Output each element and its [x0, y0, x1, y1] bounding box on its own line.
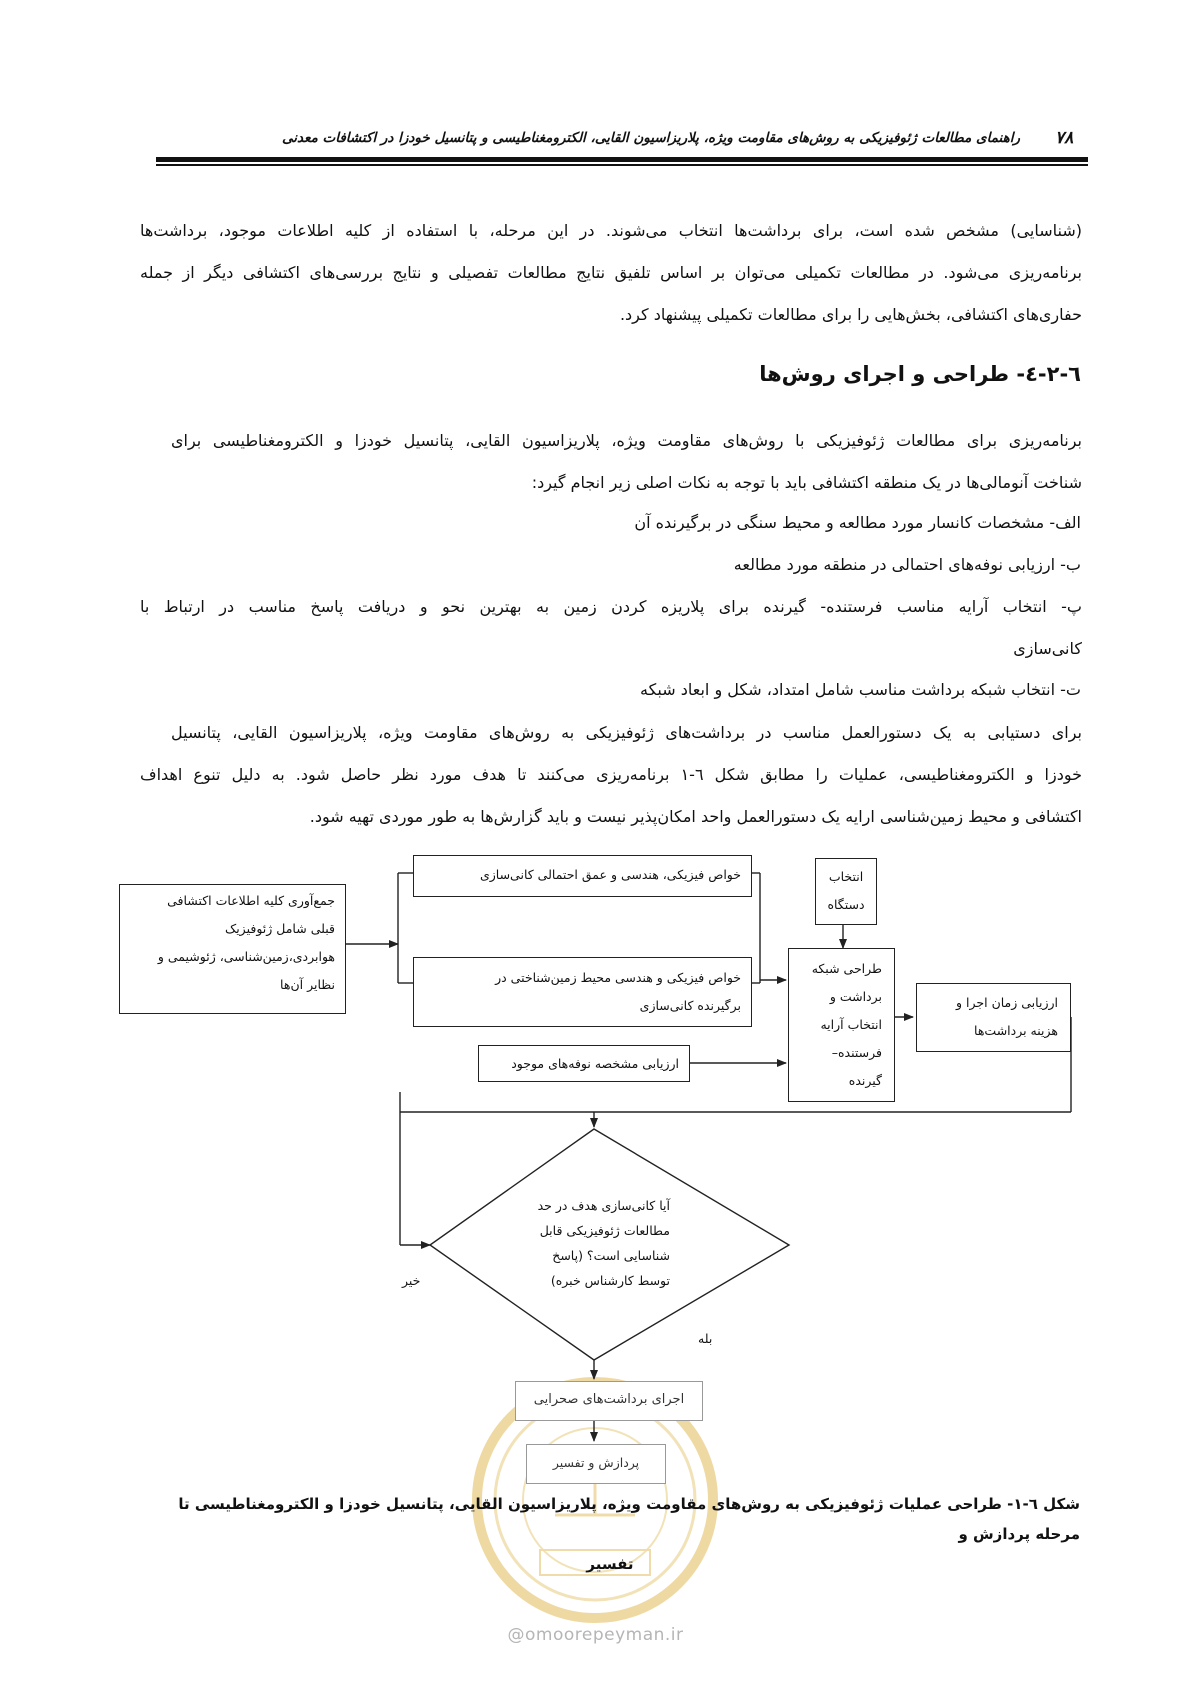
item-pe-line-2: کانی‌سازی [1013, 639, 1082, 658]
item-alef: الف- مشخصات کانسار مورد مطالعه و محیط سنگی در برگیرنده آن [634, 513, 1081, 532]
props-mineral-text: خواص فیزیکی، هندسی و عمق احتمالی کانی‌سازی [479, 867, 741, 882]
field-text: اجرای برداشت‌های صحرایی [533, 1392, 685, 1407]
cost-line-2: هزینه برداشت‌ها [974, 1023, 1058, 1038]
design-line-5: گیرنده [848, 1073, 882, 1088]
item-te: ت- انتخاب شبکه برداشت مناسب شامل امتداد، شکل و ابعاد شبکه [640, 680, 1081, 699]
process-text: پردازش و تفسیر [552, 1455, 640, 1470]
box-host-environment-properties [413, 957, 752, 1027]
figure-caption [140, 1489, 1080, 1579]
box-time-cost-assessment [916, 983, 1071, 1052]
cost-line-1: ارزیابی زمان اجرا و [956, 995, 1058, 1010]
decision-line-1: آیا کانی‌سازی هدف در حد [537, 1198, 670, 1213]
no-label: خیر [402, 1273, 421, 1288]
section-heading: ٦-٢-٤- طراحی و اجرای روش‌ها [759, 362, 1081, 386]
para2-line-3: اکتشافی و محیط زمین‌شناسی ارایه یک دستورالعمل واحد امکان‌پذیر نیست و باید گزارش‌ها به طور موردی تهیه شود. [309, 807, 1082, 826]
box-survey-design [788, 948, 895, 1102]
decision-line-2: مطالعات ژئوفیزیکی قابل [539, 1223, 670, 1238]
box-mineralization-properties [413, 855, 752, 897]
para2-line-2: خودزا و الکترومغناطیسی، عملیات را مطابق شکل ٦-١ برنامه‌ریزی می‌کنند تا هدف مورد نظر حاصل شود. به دلیل تنوع اهداف [140, 765, 1083, 784]
decision-line-3: شناسایی است؟ (پاسخ [552, 1248, 670, 1263]
caption-line-1 [140, 1489, 1080, 1549]
caption-text-1: طراحی عملیات ژئوفیزیکی به روش‌های مقاومت ویژه، پلاریزاسیون القایی، پتانسیل خودزا و الکترومغناطیسی تا مرحله پردازش و [178, 1495, 1080, 1543]
box-collect-information [119, 884, 346, 1014]
noise-text: ارزیابی مشخصه نوفه‌های موجود [511, 1056, 679, 1071]
decision-text [510, 1193, 670, 1293]
design-line-4: فرستنده– [831, 1045, 882, 1060]
props-host-line-2: برگیرنده کانی‌سازی [639, 998, 741, 1013]
para1-line-1-text: برنامه‌ریزی برای مطالعات ژئوفیزیکی با روش‌های مقاومت ویژه، پلاریزاسیون القایی، پتانسیل خودزا و الکترومغناطیسی برای [171, 431, 1082, 450]
item-be: ب- ارزیابی نوفه‌های احتمالی در منطقه مورد مطالعه [733, 555, 1081, 574]
item-pe-line-1: پ- انتخاب آرایه مناسب فرستنده- گیرنده برای پلاریزه کردن زمین به بهترین نحو و دریافت پاسخ مناسب در ارتباط با [140, 597, 1082, 616]
device-line-1: انتخاب [828, 869, 864, 884]
design-line-2: برداشت و [829, 989, 882, 1004]
para1-line-2: شناخت آنومالی‌ها در یک منطقه اکتشافی باید با توجه به نکات اصلی زیر انجام گیرد: [531, 473, 1082, 492]
running-header-title: راهنمای مطالعات ژئوفیزیکی به روش‌های مقاومت ویژه، پلاریزاسیون القایی، الکترومغناطیسی و پتانسیل خودزا در اکتشافات معدنی [281, 130, 1020, 146]
intro-line-3: حفاری‌های اکتشافی، بخش‌هایی را برای مطالعات تکمیلی پیشنهاد کرد. [619, 305, 1082, 324]
caption-line-2: تفسیر [586, 1555, 634, 1573]
collect-line-2: قبلی شامل ژئوفیزیک [225, 921, 335, 936]
intro-line-2: برنامه‌ریزی می‌شود. در مطالعات تکمیلی می‌توان بر اساس تلفیق نتایج مطالعات تفصیلی و نتایج بررسی‌های اکتشافی دیگر از جمله [140, 263, 1082, 282]
design-line-1: طراحی شبکه [811, 961, 882, 976]
decision-line-4: توسط کارشناس خبره) [550, 1273, 670, 1288]
intro-line-1: (شناسایی) مشخص شده است، برای برداشت‌ها انتخاب می‌شوند. در این مرحله، با استفاده از کلیه اطلاعات موجود، برداشت‌ها [140, 221, 1082, 240]
box-device-selection [815, 858, 877, 925]
collect-line-3: هوابردی،زمین‌شناسی، ژئوشیمی و [157, 949, 335, 964]
box-processing-interpretation [526, 1444, 666, 1484]
collect-line-4: نظایر آن‌ها [280, 977, 335, 992]
page-number: ۷۸ [1055, 128, 1074, 148]
collect-line-1: جمع‌آوری کلیه اطلاعات اکتشافی [167, 893, 335, 908]
props-host-line-1: خواص فیزیکی و هندسی محیط زمین‌شناختی در [495, 970, 741, 985]
box-noise-assessment [478, 1045, 690, 1082]
caption-number: شکل ٦-١- [1007, 1495, 1080, 1513]
design-line-3: انتخاب آرایه [820, 1017, 882, 1032]
box-field-surveys [515, 1381, 703, 1421]
watermark-text: @omoorepeyman.ir [507, 1625, 684, 1645]
yes-label: بله [698, 1331, 713, 1346]
para2-line-1-text: برای دستیابی به یک دستورالعمل مناسب در برداشت‌های ژئوفیزیکی به روش‌های مقاومت ویژه، پلاریزاسیون القایی، پتانسیل [171, 723, 1082, 742]
device-line-2: دستگاه [827, 897, 865, 912]
